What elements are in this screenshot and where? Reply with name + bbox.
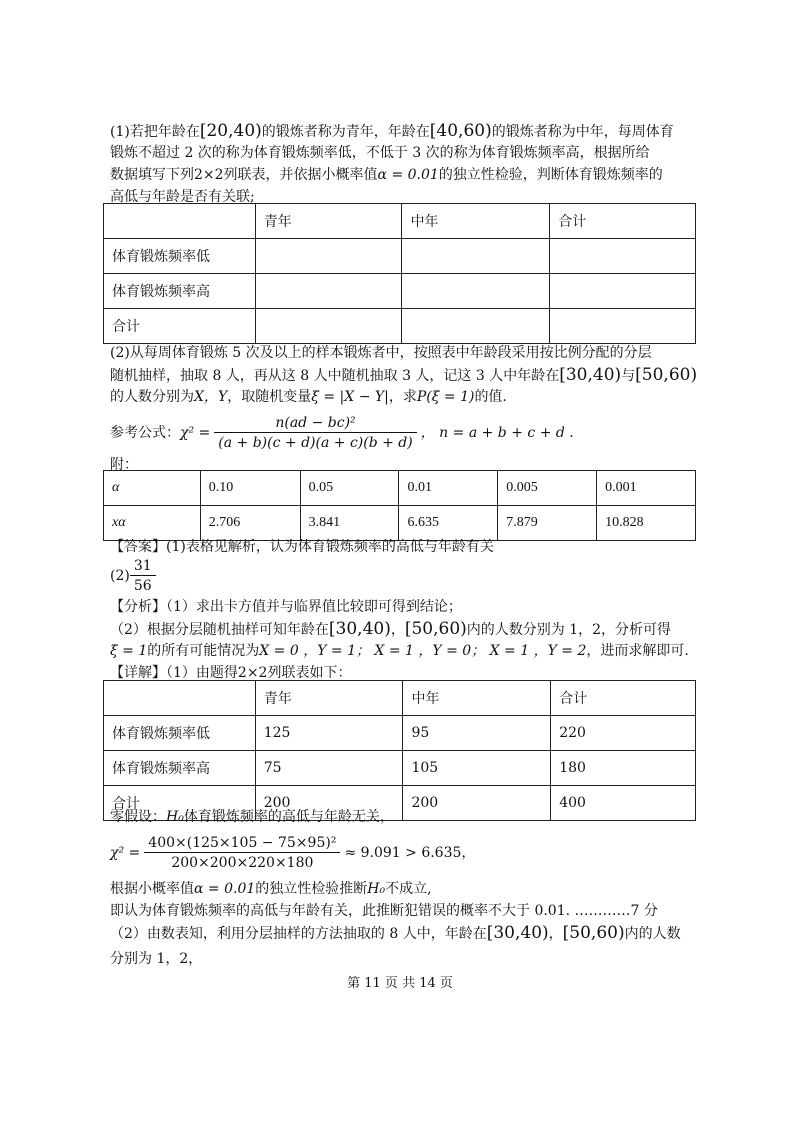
table-cell: 0.01 [399, 471, 498, 506]
solution-line4: 即认为体育锻炼频率的高低与年龄有关，此推断犯错误的概率不大于 0.01. …………7 分 [110, 903, 658, 919]
math: α = 0.01 [194, 881, 256, 897]
analysis-line2 [110, 618, 700, 640]
table-cell: 中年 [402, 204, 550, 239]
text: 的锻炼者称为青年，年龄在 [261, 124, 430, 140]
table-cell: 体育锻炼频率高 [104, 751, 256, 786]
solution-line3 [110, 878, 700, 900]
table-cell: 125 [255, 716, 403, 751]
table-cell: 10.828 [597, 506, 696, 541]
interval: [50,60) [635, 365, 698, 385]
answer-line1: 【答案】(1)表格见解析，认为体育锻炼频率的高低与年龄有关 [110, 539, 494, 555]
text: 列联表，并依据小概率值 [223, 167, 378, 183]
table-cell [550, 274, 696, 309]
answer-line2 [110, 558, 700, 594]
table-row [104, 471, 696, 506]
math: α = 0.01 [377, 167, 439, 183]
fraction-numerator: 400×(125×105 − 75×95)² [144, 834, 340, 853]
math: H₀ [166, 809, 184, 825]
chi-square-computation [110, 828, 700, 878]
interval: [40,60) [429, 121, 492, 141]
table-cell: 合计 [550, 204, 696, 239]
table-cell [402, 274, 550, 309]
text: 根据小概率值 [110, 881, 194, 897]
table-cell: 体育锻炼频率高 [104, 274, 256, 309]
page-footer: 第 11 页 共 14 页 [347, 976, 453, 991]
table-cell: 7.879 [498, 506, 597, 541]
math: 2×2 [237, 665, 268, 681]
table-cell: xα [104, 506, 201, 541]
table-cell: 105 [403, 751, 551, 786]
solution-line6: 分别为 1，2， [110, 951, 203, 967]
table-cell [550, 239, 696, 274]
answer-section [110, 536, 700, 594]
fraction-numerator: n(ad − bc)² [214, 414, 416, 433]
table-cell: 合计 [551, 681, 696, 716]
text: （2）由数表知，利用分层抽样的方法抽取的 8 人中，年龄在 [110, 926, 487, 942]
table-cell [255, 239, 402, 274]
text: 零假设： [110, 809, 166, 825]
math: H₀ [367, 881, 386, 897]
table-cell: 合计 [104, 786, 256, 821]
reference-formula [110, 408, 700, 458]
table-cell: 400 [551, 786, 696, 821]
text: 随机抽样，抽取 8 人，再从这 8 人中随机抽取 3 人，记这 3 人中年龄在 [110, 368, 560, 384]
answer-fraction [130, 557, 156, 596]
q1-line2: 锻炼不超过 2 次的称为体育锻炼频率低，不低于 3 次的称为体育锻炼频率高，根据所给 [110, 145, 650, 161]
table-row [104, 716, 696, 751]
analysis-section [110, 596, 700, 684]
fraction-denominator: 200×200×220×180 [171, 854, 314, 871]
q1-line3 [110, 164, 700, 186]
fraction-numerator: 31 [130, 557, 156, 576]
table-cell: 0.001 [597, 471, 696, 506]
table-cell [402, 309, 550, 344]
table-row [104, 204, 696, 239]
math: X，Y [194, 389, 228, 405]
table-cell: 75 [255, 751, 403, 786]
table-cell: 0.10 [200, 471, 300, 506]
q1-line4: 高低与年龄是否有关联; [110, 189, 255, 205]
text: (1)若把年龄在 [110, 124, 200, 140]
text: ，取随机变量 [227, 389, 312, 405]
chi-square-symbol: χ² = [180, 425, 211, 441]
table-cell: α [104, 471, 201, 506]
computation-fraction [144, 834, 340, 873]
interval: [30,40) [486, 923, 549, 943]
table-cell: 6.635 [399, 506, 498, 541]
table-cell: 中年 [403, 681, 551, 716]
text: 内的人数 [624, 926, 681, 942]
math: ξ = 1 [110, 643, 148, 659]
contingency-table-empty [103, 203, 696, 344]
null-hypothesis [110, 806, 700, 828]
text: 内的人数分别为 1，2，分析可得 [466, 622, 672, 638]
solution-line5 [110, 922, 700, 948]
text: 与 [621, 368, 636, 384]
table-cell: 青年 [255, 204, 402, 239]
table-cell: 200 [255, 786, 403, 821]
interval: [50,60) [404, 619, 467, 639]
interval: [50,60) [562, 923, 625, 943]
text: 不成立, [385, 881, 432, 897]
table-cell: 2.706 [200, 506, 300, 541]
math: X = 0 ，Y = 1； X = 1 ，Y = 0； X = 1 ，Y = 2 [259, 643, 587, 659]
text: 附： [110, 457, 138, 473]
text: 的值. [474, 389, 507, 405]
text: 体育锻炼频率的高低与年龄无关， [183, 809, 394, 825]
table-cell: 体育锻炼频率低 [104, 716, 256, 751]
q2-line1: (2)从每周体育锻炼 5 次及以上的样本锻炼者中，按照表中年龄段采用按比例分配的分层 [110, 345, 652, 361]
table-row [104, 274, 696, 309]
table-cell: 95 [403, 716, 551, 751]
text: （2）根据分层随机抽样可知年龄在 [110, 622, 329, 638]
formula-label: 参考公式： [110, 425, 180, 441]
interval: [20,40) [199, 121, 262, 141]
table-cell: 180 [551, 751, 696, 786]
text: 数据填写下列 [110, 167, 194, 183]
formula-fraction [214, 414, 416, 453]
fraction-denominator: 56 [133, 577, 152, 594]
text: 的所有可能情况为 [147, 643, 260, 659]
fraction-denominator: (a + b)(c + d)(a + c)(b + d) [218, 434, 413, 451]
q1-line1 [110, 120, 700, 142]
analysis-line1: 【分析】（1）求出卡方值并与临界值比较即可得到结论； [110, 599, 462, 615]
text: ， [548, 926, 563, 942]
text: 列联表如下： [267, 665, 352, 681]
interval: [30,40) [559, 365, 622, 385]
table-cell [104, 204, 256, 239]
math: ξ = |X − Y| [311, 389, 389, 405]
table-cell: 220 [551, 716, 696, 751]
table-row [104, 681, 696, 716]
table-cell [255, 274, 402, 309]
question-part2 [110, 342, 700, 408]
text: ，求 [388, 389, 417, 405]
table-cell [402, 239, 550, 274]
analysis-line3 [110, 640, 700, 662]
table-cell: 合计 [104, 309, 256, 344]
table-row [104, 751, 696, 786]
approx-result: ≈ 9.091 > 6.635， [344, 845, 476, 861]
interval: [30,40) [328, 619, 391, 639]
table-cell: 体育锻炼频率低 [104, 239, 256, 274]
question-part1 [110, 120, 700, 208]
q2-line3 [110, 386, 700, 408]
math: 2×2 [194, 167, 224, 183]
table-cell [550, 309, 696, 344]
text: 的独立性检验，判断体育锻炼频率的 [438, 167, 663, 183]
text: ，进而求解即可. [586, 643, 689, 659]
text: ， [390, 622, 405, 638]
solution-section [110, 806, 700, 970]
critical-value-table [103, 470, 696, 541]
chi-square-symbol: χ² = [110, 845, 141, 861]
table-row [104, 239, 696, 274]
table-cell: 青年 [255, 681, 403, 716]
table-cell: 0.05 [300, 471, 399, 506]
table-row [104, 309, 696, 344]
text: 的独立性检验推断 [255, 881, 368, 897]
n-definition: ， n = a + b + c + d . [420, 425, 574, 441]
text: 【详解】（1）由题得 [110, 665, 238, 681]
table-cell: 3.841 [300, 506, 399, 541]
text: 的锻炼者称为中年，每周体育 [491, 124, 674, 140]
table-cell: 0.005 [498, 471, 597, 506]
table-cell [104, 681, 256, 716]
table-cell: 200 [403, 786, 551, 821]
text: 的人数分别为 [110, 389, 194, 405]
contingency-table-filled [103, 680, 696, 821]
q2-line2 [110, 364, 700, 386]
text: (2) [110, 568, 130, 584]
math: P(ξ = 1) [416, 389, 475, 405]
table-cell [255, 309, 402, 344]
